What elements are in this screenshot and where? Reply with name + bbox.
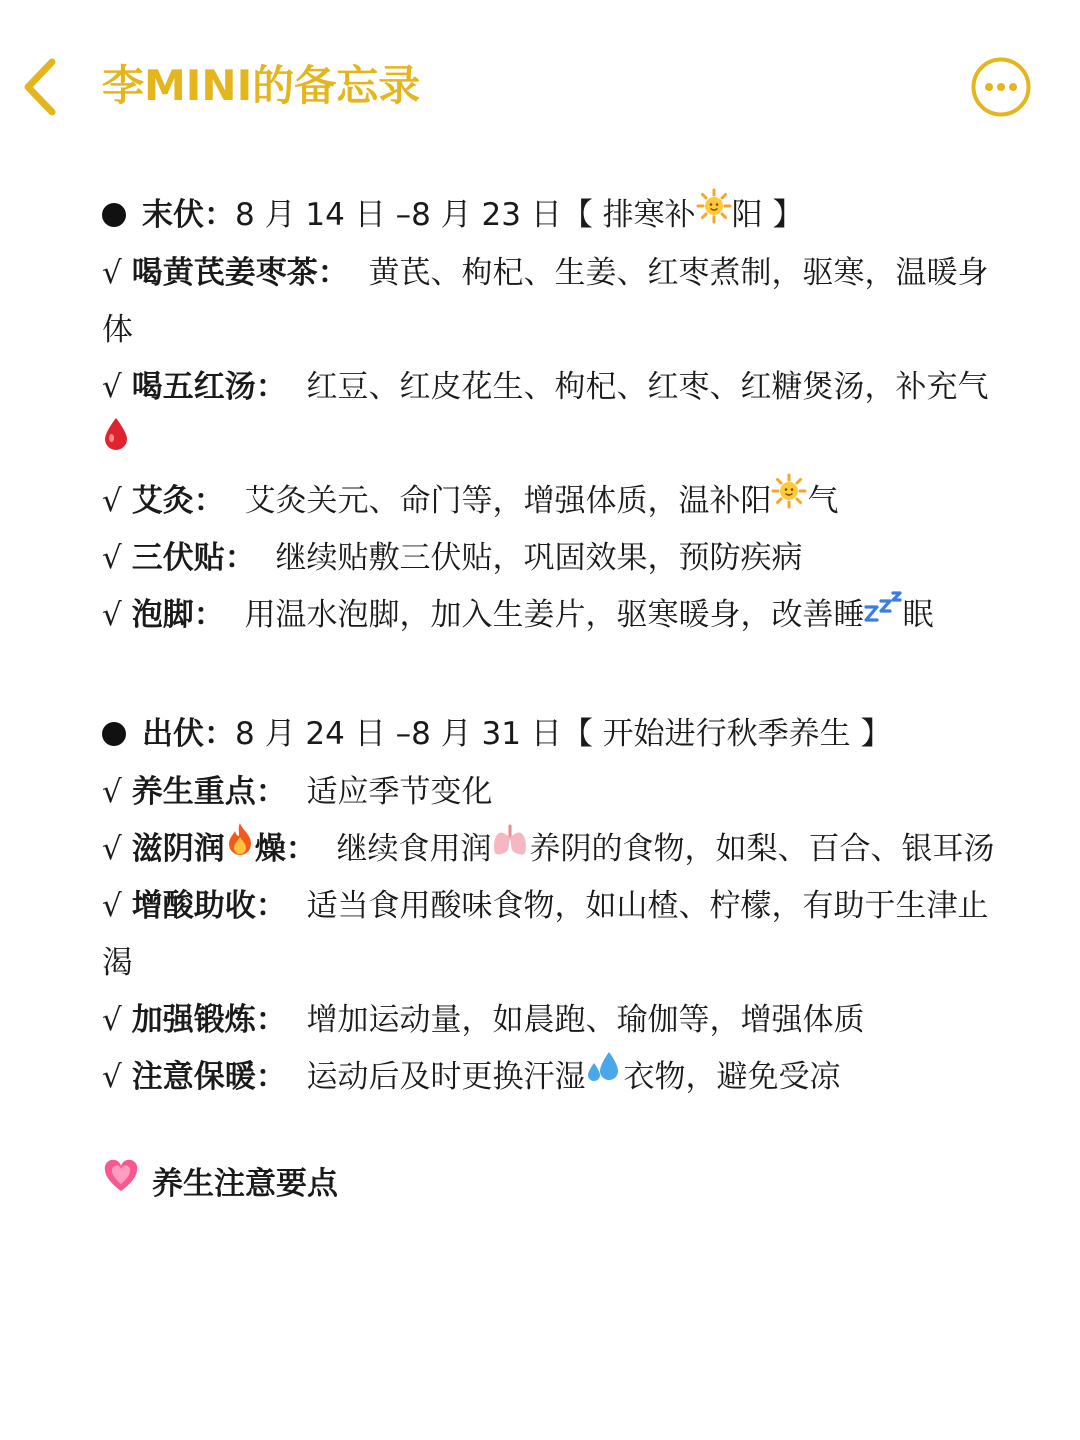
section-label: 出伏： (142, 716, 235, 752)
item-label: 加强锻炼： (131, 1002, 287, 1038)
more-dots-icon (970, 56, 1032, 118)
sleep-zzz-icon (864, 585, 902, 642)
item-text: 适应季节变化 (306, 774, 493, 810)
note-body[interactable] (102, 185, 1002, 1214)
item-label: 喝黄芪姜枣茶： (131, 255, 349, 291)
check-mark: √ (102, 774, 122, 810)
chevron-left-icon (14, 52, 74, 122)
item-label: 注意保暖： (131, 1059, 287, 1095)
list-item (102, 878, 1002, 992)
item-text-tail: 眠 (902, 597, 934, 633)
list-item (102, 587, 1002, 644)
item-label: 三伏贴： (131, 540, 256, 576)
item-label: 泡脚： (131, 597, 225, 633)
item-text-tail: 养阴的食物，如梨、百合、银耳汤 (529, 831, 995, 867)
item-label-tail: 燥： (254, 831, 317, 867)
check-mark: √ (102, 1059, 122, 1095)
check-mark: √ (102, 597, 122, 633)
item-text: 运动后及时更换汗湿 (306, 1059, 586, 1095)
item-text: 适当食用酸味食物，如山楂、柠檬，有助于生津止渴 (102, 888, 989, 981)
sun-icon (696, 184, 732, 244)
section-dates: 8 月 14 日 –8 月 23 日【 排寒补 (235, 197, 696, 233)
check-mark: √ (102, 888, 122, 924)
list-item (102, 530, 1002, 587)
back-button[interactable] (14, 52, 74, 122)
bullet-icon (102, 203, 126, 227)
section-heading-2 (102, 704, 1002, 764)
item-text: 红豆、红皮花生、枸杞、红枣、红糖煲汤，补充气 (306, 369, 989, 405)
item-text: 黄芪、枸杞、生姜、红枣煮制，驱寒，温暖身体 (102, 255, 989, 348)
item-text: 用温水泡脚，加入生姜片，驱寒暖身，改善睡 (244, 597, 865, 633)
list-item (102, 992, 1002, 1049)
check-mark: √ (102, 483, 122, 519)
item-text: 艾灸关元、命门等，增强体质，温补阳 (244, 483, 772, 519)
app-header (0, 0, 1080, 175)
check-mark: √ (102, 1002, 122, 1038)
check-mark: √ (102, 255, 122, 291)
fire-icon (225, 819, 255, 876)
item-label: 养生重点： (131, 774, 287, 810)
page-title: 李MINI的备忘录 (102, 61, 421, 110)
lungs-icon (491, 819, 529, 876)
section-dates: 8 月 24 日 –8 月 31 日【 开始进行秋季养生 】 (235, 716, 892, 752)
list-item (102, 1049, 1002, 1106)
section-heading-1 (102, 185, 1002, 245)
item-text-tail: 衣物，避免受凉 (623, 1059, 841, 1095)
item-label: 增酸助收： (131, 888, 287, 924)
item-label: 滋阴润 (131, 831, 225, 867)
section-dates-tail: 阳 】 (731, 197, 804, 233)
spacer (102, 644, 1002, 704)
item-label: 喝五红汤： (131, 369, 287, 405)
item-text-tail: 气 (807, 483, 839, 519)
check-mark: √ (102, 831, 122, 867)
footer-label: 养生注意要点 (152, 1166, 338, 1202)
blood-drop-icon (102, 414, 130, 471)
bullet-icon (102, 722, 126, 746)
list-item (102, 821, 1002, 878)
spacer (102, 1106, 1002, 1154)
footer-heading (102, 1154, 1002, 1214)
item-label: 艾灸： (131, 483, 225, 519)
list-item (102, 245, 1002, 359)
more-options-button[interactable] (970, 56, 1032, 118)
list-item (102, 473, 1002, 530)
check-mark: √ (102, 369, 122, 405)
heart-icon (102, 1153, 140, 1213)
section-label: 末伏： (142, 197, 235, 233)
item-text: 增加运动量，如晨跑、瑜伽等，增强体质 (306, 1002, 865, 1038)
list-item (102, 764, 1002, 821)
sun-icon (771, 471, 807, 528)
check-mark: √ (102, 540, 122, 576)
item-text: 继续贴敷三伏贴，巩固效果，预防疾病 (275, 540, 803, 576)
item-text: 继续食用润 (336, 831, 492, 867)
sweat-drops-icon (585, 1047, 623, 1104)
list-item (102, 359, 1002, 473)
